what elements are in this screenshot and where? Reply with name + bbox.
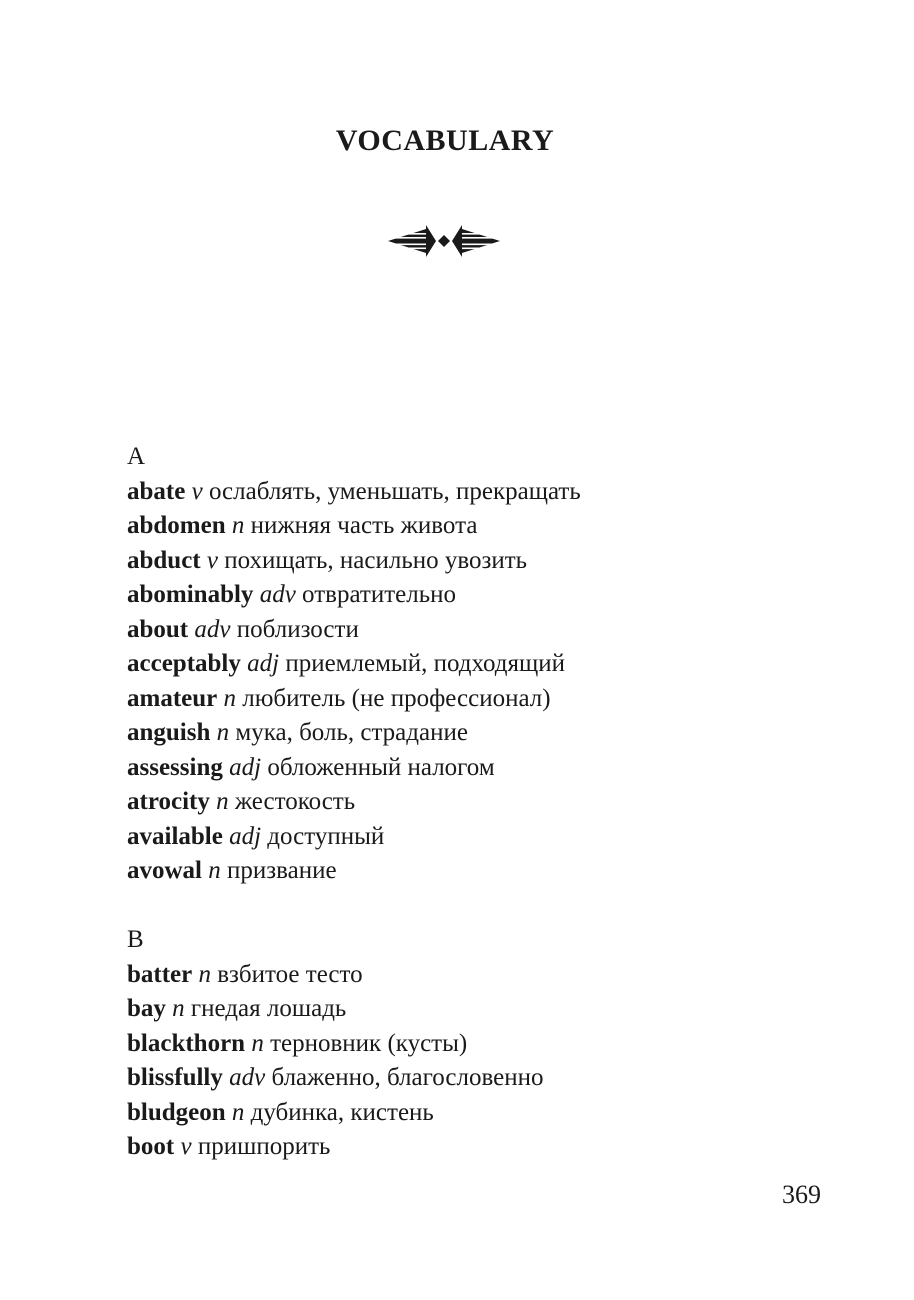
entry-translation: отвратительно [302,581,456,608]
entry-word: abate [127,477,186,505]
entry-pos: v [206,546,218,574]
entry-pos: n [231,512,245,539]
entry-translation: ослаблять, уменьшать, прекращать [208,477,581,505]
entry-translation: нижняя часть живота [250,512,478,539]
entry-pos: adj [229,822,262,850]
entry-word: boot [127,1133,175,1160]
page-title: VOCABULARY [335,124,555,157]
entry-translation: поблизости [236,615,359,643]
entry-translation: приемлемый, подходящий [285,650,566,677]
entry-word: assessing [127,753,223,781]
entry-word: blissfully [127,1064,223,1091]
vocab-entry [127,716,887,751]
entry-translation: призвание [227,857,337,884]
entry-word: blackthorn [127,1029,246,1057]
entry-translation: любитель (не профессионал) [242,684,551,712]
vocab-entry [127,509,887,544]
vocab-entry [127,1096,887,1131]
entry-word: atrocity [127,788,210,815]
vocab-entry [127,578,887,613]
entry-translation: мука, боль, страдание [235,719,468,746]
entry-translation: терновник (кусты) [270,1029,468,1057]
vocab-entry [127,820,887,855]
vocab-entry [127,647,887,682]
ornament-icon [386,221,502,261]
entry-word: bay [127,995,166,1022]
entry-word: about [127,615,189,643]
entry-word: avowal [127,857,202,884]
vocab-entry [127,613,887,648]
entry-translation: гнедая лошадь [190,995,347,1022]
entry-word: abdomen [127,512,226,539]
entry-pos: n [172,995,185,1022]
section-letter: A [127,443,146,470]
entry-translation: доступный [267,822,385,850]
entry-word: bludgeon [127,1098,226,1126]
entry-pos: adv [194,615,231,643]
entry-translation: пришпорить [197,1133,331,1160]
section-letter: B [127,926,144,953]
section-b [127,923,887,1165]
entry-word: abominably [127,581,254,608]
vocab-entry [127,682,887,717]
entry-pos: n [216,719,230,746]
entry-pos: adv [229,1064,266,1091]
entry-translation: жестокость [234,788,356,815]
entry-pos: n [216,788,229,815]
entry-pos: v [191,477,203,505]
entry-word: abduct [127,546,201,574]
vocab-entry [127,992,887,1027]
vocab-entry [127,1061,887,1096]
entry-word: anguish [127,719,211,746]
entry-translation: блаженно, благословенно [271,1064,544,1091]
entry-translation: взбитое тесто [217,960,363,988]
vocab-entry [127,475,887,510]
vocab-entry [127,544,887,579]
vocab-entry [127,785,887,820]
entry-pos: n [198,960,211,988]
entry-pos: n [251,1029,264,1057]
vocab-entry [127,854,887,889]
entry-word: amateur [127,684,218,712]
section-a [127,440,887,889]
entry-pos: n [231,1098,245,1126]
entry-word: batter [127,960,193,988]
vocab-entry [127,958,887,993]
entry-pos: n [223,684,236,712]
vocabulary-list [127,440,887,1199]
entry-translation: похищать, насильно увозить [224,546,528,574]
entry-translation: дубинка, кистень [250,1098,434,1126]
entry-pos: n [208,857,221,884]
vocab-entry [127,1027,887,1062]
entry-pos: adj [229,753,262,781]
entry-translation: обложенный налогом [267,753,495,781]
entry-pos: adj [247,650,280,677]
entry-word: available [127,822,223,850]
page-number: 369 [782,1180,821,1209]
entry-pos: v [180,1133,192,1160]
entry-word: acceptably [127,650,241,677]
vocab-entry [127,751,887,786]
vocab-entry [127,1130,887,1165]
entry-pos: adv [259,581,296,608]
